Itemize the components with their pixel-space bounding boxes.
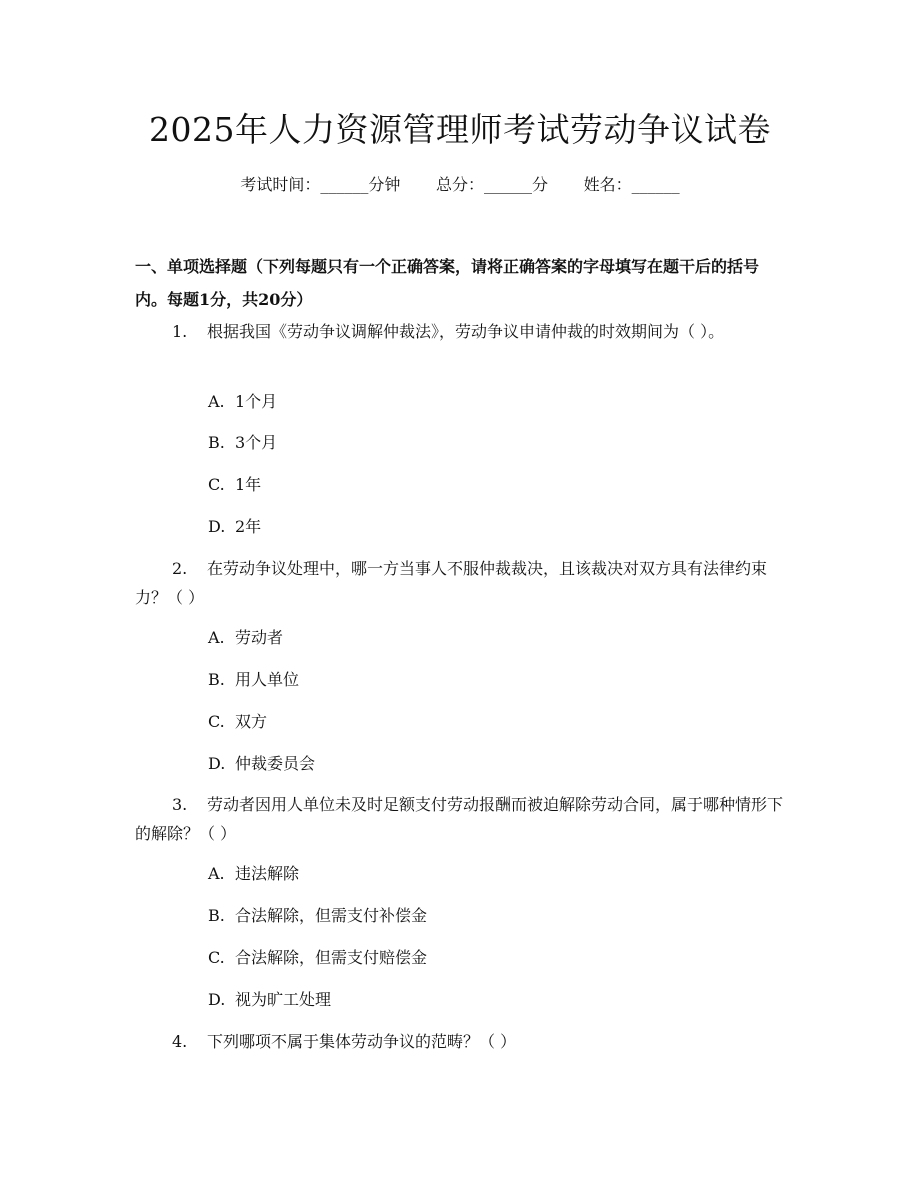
option-text: 仲裁委员会 xyxy=(235,754,316,773)
option-letter: D. xyxy=(208,754,226,773)
option-text: 1年 xyxy=(235,475,262,494)
option-letter: B. xyxy=(208,906,225,925)
option-letter: B. xyxy=(208,433,225,452)
question-3 xyxy=(135,790,785,848)
question-number: 4. xyxy=(172,1032,188,1051)
total-score-field: 总分：______分 xyxy=(435,175,548,194)
name-field: 姓名：______ xyxy=(583,175,680,194)
question-text: 下列哪项不属于集体劳动争议的范畴？（ ） xyxy=(207,1032,517,1051)
option-text: 1个月 xyxy=(235,392,278,411)
option-letter: A. xyxy=(208,864,225,883)
question-3-option-d xyxy=(208,988,768,1012)
option-text: 2年 xyxy=(235,517,262,536)
question-1 xyxy=(135,317,785,346)
question-2-option-d xyxy=(208,752,768,776)
question-2 xyxy=(135,554,785,612)
option-letter: D. xyxy=(208,990,226,1009)
question-3-option-b xyxy=(208,904,768,928)
option-letter: A. xyxy=(208,628,225,647)
question-2-option-b xyxy=(208,668,768,692)
exam-meta xyxy=(0,173,920,197)
option-text: 合法解除，但需支付赔偿金 xyxy=(235,948,428,967)
question-number: 3. xyxy=(172,795,188,814)
option-letter: C. xyxy=(208,475,225,494)
option-text: 劳动者 xyxy=(235,628,284,647)
question-1-option-d xyxy=(208,515,768,539)
question-1-option-c xyxy=(208,473,768,497)
option-letter: A. xyxy=(208,392,225,411)
option-text: 用人单位 xyxy=(235,670,300,689)
question-3-option-a xyxy=(208,862,768,886)
question-3-option-c xyxy=(208,946,768,970)
option-letter: B. xyxy=(208,670,225,689)
question-number: 1. xyxy=(172,322,188,341)
question-2-option-a xyxy=(208,626,768,650)
option-text: 视为旷工处理 xyxy=(235,990,332,1009)
question-text: 在劳动争议处理中，哪一方当事人不服仲裁裁决，且该裁决对双方具有法律约束力？（ ） xyxy=(135,559,768,607)
option-text: 3个月 xyxy=(235,433,278,452)
question-number: 2. xyxy=(172,559,188,578)
page-title: 2025年人力资源管理师考试劳动争议试卷 xyxy=(149,110,771,149)
question-1-option-b xyxy=(208,431,768,455)
question-text: 劳动者因用人单位未及时足额支付劳动报酬而被迫解除劳动合同，属于哪种情形下的解除？（ ） xyxy=(135,795,784,843)
option-letter: C. xyxy=(208,712,225,731)
question-4 xyxy=(135,1027,785,1056)
option-text: 违法解除 xyxy=(235,864,300,883)
question-text: 根据我国《劳动争议调解仲裁法》，劳动争议申请仲裁的时效期间为（ ）。 xyxy=(207,322,725,341)
exam-time-field: 考试时间：______分钟 xyxy=(240,175,401,194)
question-1-option-a xyxy=(208,390,768,414)
option-letter: C. xyxy=(208,948,225,967)
option-letter: D. xyxy=(208,517,226,536)
option-text: 合法解除，但需支付补偿金 xyxy=(235,906,428,925)
option-text: 双方 xyxy=(235,712,268,731)
section-heading: 一、单项选择题（下列每题只有一个正确答案，请将正确答案的字母填写在题干后的括号内。每题1分，共20分） xyxy=(135,257,760,309)
question-2-option-c xyxy=(208,710,768,734)
